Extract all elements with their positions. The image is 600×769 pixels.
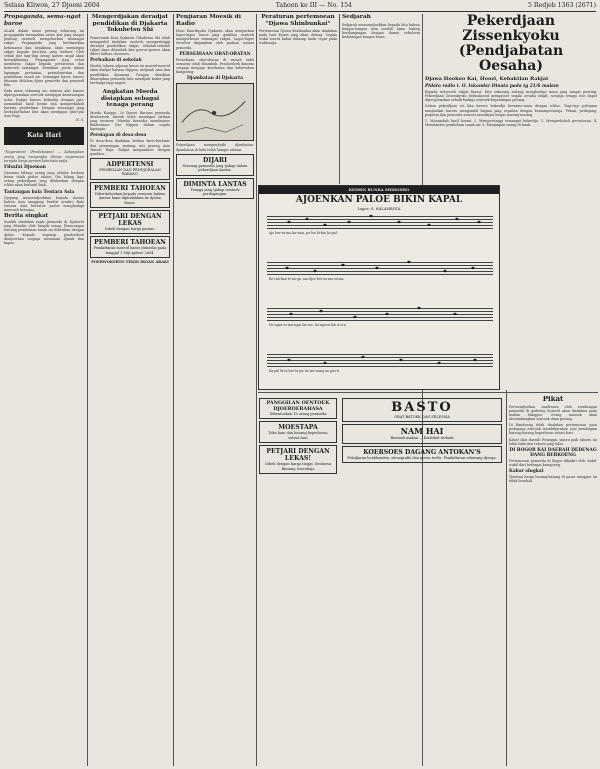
column3-subheading-2: Djambatan di Djakarta xyxy=(187,76,243,82)
column1-section-heading-2: Tantangan bala Tentara Asia xyxy=(4,189,75,195)
ad-title: DIMINTA LANTAS xyxy=(183,180,247,188)
column7-article-text-3: Kabar dari daerah Priangan: panen padi tahoen ini lebih baik dari tahoen jang laloe. xyxy=(509,437,597,446)
column4-article-text: Pertemoean Djawa Shinbunkai akan diadakan pada hari Kemis jang akan datang. Segala wakil soerat kabar diharap hadir tepat pada waktoenja. xyxy=(259,29,337,46)
column-1 xyxy=(4,14,84,766)
ad-text: Peladjaran boekhouden, stenografie dan mesin toelis. Pendaftaran sekarang djoega. xyxy=(347,455,497,460)
song-lyric-line: Ke-rah-kan te-na-ga, ma-djoe ber-sa-ma-sa-ma xyxy=(269,277,344,281)
column-6 xyxy=(425,14,597,388)
song-lyric-line: De-ngan se-ma-ngat ba-roe, ba-ngoen-lah A-si-a xyxy=(269,323,346,327)
column1-section-text-2: Djepang menoendjoekkan kepada doenia bahwa Asia sanggoep berdiri sendiri. Bala tentara Asia bersatoe padoe menghadapi moesoeh bersama. xyxy=(4,195,84,212)
column1-section-heading: Filsafat Djoeman xyxy=(4,164,46,170)
ad-dijari xyxy=(176,154,254,176)
song-lyric-line: Ka-pal ki-ta ber-la-jar, ke-me-nang-an pas-ti xyxy=(269,369,340,373)
ad-diminta-lantas xyxy=(176,178,254,200)
column1-byline: N. S. xyxy=(76,118,84,123)
column7-subheading: DI BOGOR KAI DAERAH DEDENAG DANG BERKOENG xyxy=(509,447,597,458)
column-rule xyxy=(256,14,257,766)
column7-subheading-2: Kabar singkat xyxy=(509,469,544,475)
column1-headline: Propaganda, sema-ngat baroe xyxy=(4,14,81,27)
ad-text: Roemah makan — Kwaliteit terbaik xyxy=(390,436,454,441)
column2-article-text: Pemerintah Kota Djakarta Tokubetsu Shi telah mengambil tindakan oentoek mempertinggi deradjat pendidikan rakjat. Sekolah-sekolah rakjat akan ditambah dan goeroe-goeroe akan diberi latihan choesoes. xyxy=(90,35,170,57)
column3-headline: Penjiaran Moesik di Radio xyxy=(176,14,241,27)
masthead-volume: Tahoen ke III — No. 154 xyxy=(275,2,352,9)
column7-article-text: Pertoendjoekan sandiwara oleh rombongan pemoeda di gedoeng Komedi akan diadakan pada malam Minggoe. Oeang masoek akan disoembangkan oentoek dana perang. xyxy=(509,404,597,421)
column-3 xyxy=(176,14,254,766)
horizontal-rule xyxy=(258,392,598,393)
map-illustration xyxy=(176,83,254,141)
column2-subheading-2: Persiapan di desa-desa xyxy=(90,133,147,139)
ad-title: PETJARI DENGAN LEKAS xyxy=(98,213,162,227)
ad-petjari-lekas xyxy=(259,445,337,474)
ad-title: BASTO xyxy=(391,400,453,415)
ad-koersoes xyxy=(342,446,502,463)
ad-text: Diberitahoekan kepada oemoem bahwa kantor kami dipindahkan ke djalan baroe. xyxy=(94,191,166,205)
kata-hari-banner: Kata Hari xyxy=(4,127,84,145)
column6-article-text: Kepada seloeroeh rakjat Djawa! Kita sekarang sedang menghadapi masa jang sangat penting. Pekerdjaan Zissenkyoku bermaksoed mengatoer segala oesaha rakjat, soepaja tenaga itoe dapat dipergoenakan sebaik-baiknja oentoek kepentingan perang. xyxy=(425,90,597,103)
column6-headline: Pekerdjaan Zissenkyoku (Pendjabatan Oesaha) xyxy=(458,14,564,74)
berita-singkat-heading: Berita singkat xyxy=(4,213,49,220)
column-rule xyxy=(173,14,174,766)
ad-nam-hai xyxy=(342,424,502,443)
column4-headline: Peraturan pertemoean "Djawa Shinbunkai" xyxy=(261,14,335,27)
column2-article-text-3: Moeda Kanggo, 26 Djoeni. Barisan pemoeda diseloeroeh daerah telah mendapat latihan jang teratoer. Mereka bersedia membantoe Balatentara Dai Nippon dalam segala lapangan. xyxy=(90,110,170,132)
column3-subheading: PERSEDIAAN OBAT-OBATAN xyxy=(179,51,251,57)
column1-article-text-2: Pada masa sekarang ini, semoea alat haroes dipergoenakan oentoek mentjapai kemenangan achir. Rakjat haroes bekerdja dengan giat, menambah hasil boemi dan memperkokoh barisan pembelaan. Dengan semangat jang berkobar-kobar kita akan mentjapai tjita-tjita Asia Raja. xyxy=(4,89,84,119)
adpertensi-title: ADPERTENSI xyxy=(106,160,154,168)
column5-article-text: Sedjarah menoendjoekkan kepada kita bahwa bangsa-bangsa Asia soedah lama hidoep berdampingan dengan damai sebeloem kedatangan bangsa barat. xyxy=(342,22,420,39)
ad-title: PEMBERI TAHOEAN xyxy=(94,184,166,192)
column1-article-text: ALAM dalam masa perang sekarang ini propaganda merupakan satoe alat jang sangat penting oentoek mengobarkan semangat rakjat. Propaganda jang berdasarkan kebenaran dan kejakinan akan memimpin rakjat kepada tjita-tjita jang loehoer. Oleh sebab itoe tiap-tiap orang haroes insjaf akan kewadjibannja. Propaganda jang sehat membawa rakjat kepada persatoean dan keteroeh semangat. Demikian poela dalam lapangan pertanian, perindoestrian dan pembelaan tanah air. Semangat baroe haroes ditanam didalam djiwa pemoeda dan pemoedi kita. xyxy=(4,29,84,88)
adpertensi-text: PEMBELIAN DAN PENDJOEALAN BARANG xyxy=(99,167,161,177)
column6-article-text-2: Dalam pekerdjaan ini kita haroes bekerdja bersama-sama dengan ichlas. Tiap-tiap golongan masjarakat haroes mengambil bagian jang sepadan dengan kemampoeannja. Petani, pedagang, pegawai dan pemoeda semoea mendapat toegas masing-masing. xyxy=(425,104,597,117)
ad-text: Toko kain dan barang keperloean sehari-hari xyxy=(268,431,328,440)
column7-article-text-5: Tjatatan harga barang-barang di pasar minggoe ini tidak berobah. xyxy=(509,475,597,484)
column5-headline: Sedjarah xyxy=(342,14,371,20)
ad-text: Dibeli dengan harga pantas. xyxy=(104,227,156,231)
column7-article-text-2: Di Bandoeng telah diadakan pertemoean para pedagang oentoek membitjarakan soal pembagian barang-barang keperloean sehari-hari. xyxy=(509,423,597,436)
column6-deck: Djawa Hookoo Kai, Hoozi, Kebaktian Rakjat xyxy=(425,76,549,82)
column-5-lower xyxy=(342,396,502,766)
berita-singkat-text: Soedah diadakan rapat pemoeda di Djakarta jang dihadiri oleh banjak orang. Penerangan tentang pembelaan tanah air diberikan dengan djelas. Kepada segenap pendoedoek dianjoerkan soepaja menanam djarak dan kapas. xyxy=(4,220,84,245)
column3-article-text-3: Pekerdjaan memperbaiki djambatan-djambatan di kota telah hampir selesai. xyxy=(176,143,254,152)
column-rule xyxy=(339,14,340,184)
column-5 xyxy=(342,14,420,182)
column-2 xyxy=(90,14,170,766)
ad-title: PANGGILAN OENTOEK DJOEROEBAHASA xyxy=(266,400,330,412)
song-publisher: KEIMIN BUNKA SHIDOSHO xyxy=(259,186,499,194)
column2-headline: Mengerdjakan deradjat pendidikan di Djakarta Tokubetsu Shi xyxy=(91,14,169,33)
masthead-date-right: 5 Redjeb 1363 (2671) xyxy=(528,2,596,9)
column3-article-text: Hoso Kanrikyoku Djakarta akan menjiarkan lagoe-lagoe baroe jang gembira oentoek memperkoeat semangat rakjat. Lagoe-lagoe tersebut dinjanjikan oleh paduan soeara pemoeda. xyxy=(176,29,254,50)
ad-text: Pendaftaran moerid baroe dimoelai pada tanggal 1 Sitji-gatsoe 2604. xyxy=(93,246,167,255)
column6-subheading: Pidato radio t. O. Iskandar Dinata pada tg 21/6 malam xyxy=(425,84,559,89)
ad-basto xyxy=(342,398,502,422)
column7-article-text-4: Pertemoean pemoeda di Bogor dihadiri oleh wakil-wakil dari berbagai kampoeng. xyxy=(509,458,597,468)
masthead xyxy=(4,2,596,12)
ad-title: PEMBERI TAHOEAN xyxy=(94,239,166,247)
song-title: AJOENKAN PALOE BIKIN KAPAL xyxy=(295,195,463,205)
column-7 xyxy=(509,396,597,766)
ad-text: Seorang pemoeda jang tjakap dalam pekerdjaan kantor. xyxy=(182,163,248,173)
ad-title: DIJARI xyxy=(202,156,228,164)
ad-petjari xyxy=(90,210,170,234)
column6-list: 1. Menambah hasil boemi. 2. Mempertinggi semangat bekerdja. 3. Memperkokoh persatoean. 4. Membantoe pembelaan tanah air. 5. Menjimpan oeang di bank. xyxy=(425,118,597,128)
ad-title: KOERSOES DAGANG ANTOKAN'S xyxy=(363,448,481,456)
ad-pemberi-tahoean xyxy=(90,182,170,208)
column3-article-text-2: Persediaan obat-obatan di rumah sakit oemoem telah ditambah. Pendoedoek diminta soepaja menjaga kesehatan dan kebersihan kampoeng. xyxy=(176,57,254,75)
ad-panggilan xyxy=(259,398,337,419)
column2-subheading: Perbaikan di sekolah xyxy=(90,58,142,64)
column1-quote: "Negarawan" (Pendekawan) — Kebanjakan orang jang menjangka dirinja negarawan ternjata hanja pemain kata-kata sadja. xyxy=(4,150,84,163)
column-rule xyxy=(506,390,507,766)
ad-moestapa xyxy=(259,421,337,443)
ad-text: Dibeli dengan harga tinggi. Sentoesa Bintang Soerabaja xyxy=(264,462,332,471)
column-4-lower xyxy=(259,396,337,766)
column-4 xyxy=(259,14,337,182)
ad-title: MOESTAPA xyxy=(278,424,318,432)
ad-text: Dibentoekan 10 orang pemoeda xyxy=(269,412,327,416)
ad-text: Tenaga jang tjakap oentoek perdagangan. xyxy=(190,187,240,196)
column2-headline-2: Angkatan Moeda disiapkan sebagai tenaga perang xyxy=(100,89,160,109)
ad-text: OBAT BATOEK DAN SELESMA xyxy=(394,415,450,419)
song-composer: Lagoe: S. HALAMBOTA xyxy=(357,207,401,211)
column-rule xyxy=(87,14,88,766)
ad-title: PETJARI DENGAN LEKAS! xyxy=(266,448,330,463)
column2-article-text-2: Moelai tahoen adjaran baroe ini moerid-moerid akan diadjar bahasa Nippon, sedjarah Asia dan pendidikan djasmani. Dengan demikian diharapkan pemoeda kita mendjadi kader jang berharga bagi negeri. xyxy=(90,64,170,85)
column2-footer: POERWOKERTO TEKIO IKOAN ARAKI xyxy=(91,260,169,265)
column1-section-text: Djoeman bilang: orang jang selaloe berkata benar tidak perloe takoet. Dia bilang lagi: setiap pekerdjaan jang dilakoekan dengan ichlas akan berhasil baik. xyxy=(4,170,84,188)
column2-article-text-4: Di desa-desa diadakan latihan baris-berbaris dan penerangan tentang arti perang Asia Timoer Raja. Rakjat menjamboet dengan gembira. xyxy=(90,139,170,156)
masthead-date-left: Selasa Kliwon, 27 Djoeni 2604 xyxy=(4,2,100,9)
song-lyric-line: Ajo ber-sa-ma ka-wan, pa-loe bi-kin ka-pal xyxy=(269,231,337,235)
column7-headline: Pikat xyxy=(542,396,564,403)
ad-title: NAM HAI xyxy=(400,426,444,437)
adpertensi-box xyxy=(90,158,170,180)
ad-pemberi-tahoean-2 xyxy=(90,236,170,258)
